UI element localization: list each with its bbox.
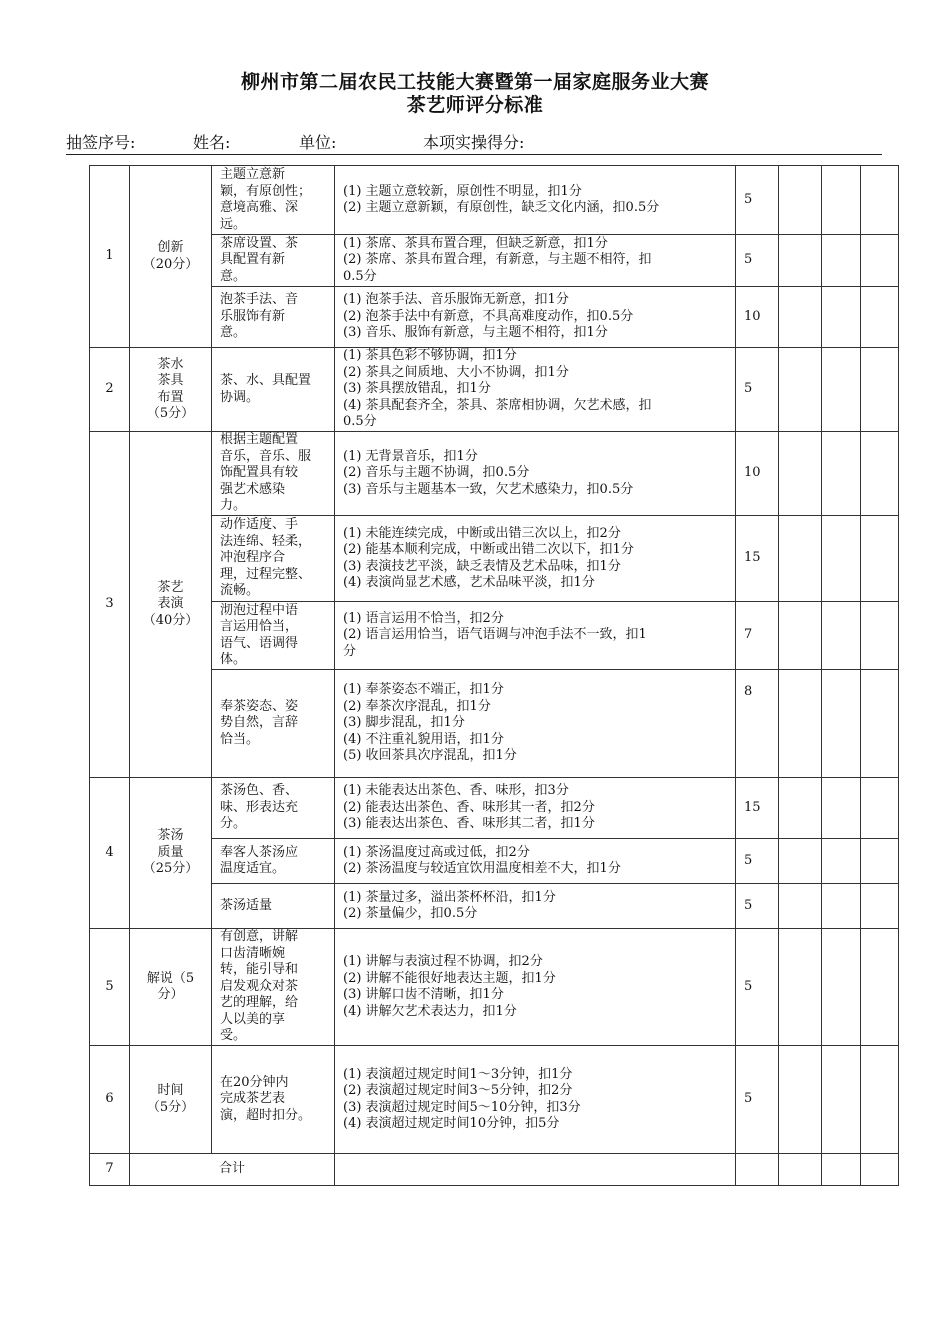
standard-line: 分。 — [220, 816, 247, 832]
deduction-line: (1) 未能表达出茶色、香、味形，扣3分 — [343, 783, 569, 799]
standard-line: 完成茶艺表 — [220, 1091, 286, 1107]
item-name-line: 布置 — [157, 389, 184, 405]
standard-cell — [212, 1046, 335, 1154]
deduction-line: (2) 茶席、茶具布置合理，有新意，与主题不相符，扣 — [343, 252, 652, 268]
deduction-line: (2) 泡茶手法中有新意，不具高难度动作，扣0.5分 — [343, 308, 634, 324]
deduction-line: (2) 茶汤温度与较适宜饮用温度相差不大，扣1分 — [343, 861, 621, 876]
max-score-cell: 5 — [736, 1046, 779, 1154]
standard-cell — [212, 348, 335, 432]
item-name-line: 茶汤 — [157, 828, 184, 844]
standard-line: 艺的理解，给 — [220, 995, 299, 1011]
item-number-cell: 3 — [90, 432, 130, 778]
standard-line: 恰当。 — [220, 731, 260, 747]
judge-score-cell[interactable] — [779, 235, 822, 287]
judge-score-cell[interactable] — [779, 516, 822, 602]
standard-cell — [212, 884, 335, 929]
item-name-cell — [130, 778, 212, 929]
standard-line: 沏泡过程中语 — [220, 602, 299, 618]
deduction-line: 0.5分 — [343, 268, 377, 284]
total-blank-cell[interactable] — [779, 1154, 822, 1186]
judge-score-cell[interactable] — [822, 432, 861, 516]
deduction-line: 分 — [343, 643, 357, 659]
standard-line: 味、形表达充 — [220, 799, 299, 815]
deduction-cell — [335, 839, 736, 884]
deduction-line: (4) 不注重礼貌用语，扣1分 — [343, 731, 504, 747]
judge-score-cell[interactable] — [779, 778, 822, 839]
deduction-line: 0.5分 — [343, 414, 377, 430]
judge-score-cell[interactable] — [861, 884, 899, 929]
judge-score-cell[interactable] — [861, 432, 899, 516]
judge-score-cell[interactable] — [779, 839, 822, 884]
standard-line: 主题立意新 — [220, 167, 286, 182]
deduction-line: (3) 能表达出茶色、香、味形其二者，扣1分 — [343, 816, 595, 832]
standard-line: 势自然，言辞 — [220, 715, 299, 731]
standard-cell — [212, 929, 335, 1046]
judge-score-cell[interactable] — [822, 166, 861, 235]
standard-line: 演，超时扣分。 — [220, 1107, 312, 1123]
standard-line: 言运用恰当， — [220, 619, 299, 634]
deduction-cell — [335, 778, 736, 839]
item-name-line: 茶具 — [157, 373, 184, 388]
total-blank-cell[interactable] — [822, 1154, 861, 1186]
item-number-cell: 6 — [90, 1046, 130, 1154]
standard-line: 根据主题配置 — [220, 432, 299, 448]
standard-cell — [212, 839, 335, 884]
judge-score-cell[interactable] — [779, 287, 822, 348]
judge-score-cell[interactable] — [822, 778, 861, 839]
judge-score-cell[interactable] — [861, 839, 899, 884]
judge-score-cell[interactable] — [779, 602, 822, 670]
standard-line: 启发观众对茶 — [220, 978, 299, 994]
deduction-line: (1) 奉茶姿态不端正，扣1分 — [343, 682, 504, 698]
item-name-line: 表演 — [157, 596, 184, 612]
deduction-line: (2) 主题立意新颖，有原创性，缺乏文化内涵，扣0.5分 — [343, 200, 660, 215]
max-score-cell: 10 — [736, 287, 779, 348]
draw-number-label: 抽签序号: — [66, 133, 136, 152]
table-row — [90, 432, 899, 516]
standard-line: 茶汤色、香、 — [220, 783, 299, 799]
standard-line: 茶席设置、茶 — [220, 235, 299, 251]
max-score-cell: 5 — [736, 166, 779, 235]
deduction-cell — [335, 287, 736, 348]
standard-line: 乐服饰有新 — [220, 308, 286, 324]
standard-line: 具配置有新 — [220, 252, 286, 268]
judge-score-cell[interactable] — [861, 1046, 899, 1154]
judge-score-cell[interactable] — [861, 235, 899, 287]
standard-cell — [212, 778, 335, 839]
total-row — [90, 1154, 899, 1186]
judge-score-cell[interactable] — [861, 929, 899, 1046]
item-name-line: （40分） — [142, 612, 199, 628]
deduction-line: (3) 表演超过规定时间5～10分钟，扣3分 — [343, 1099, 581, 1115]
standard-line: 法连绵、轻柔， — [220, 533, 312, 549]
deduction-line: (4) 表演超过规定时间10分钟，扣5分 — [343, 1116, 560, 1131]
deduction-line: (2) 茶具之间质地、大小不协调，扣1分 — [343, 364, 569, 380]
standard-line: 音乐，音乐、服 — [220, 448, 312, 464]
item-name-cell — [130, 929, 212, 1046]
item-name-line: 解说（5 — [146, 970, 195, 986]
judge-score-cell[interactable] — [861, 516, 899, 602]
judge-score-cell[interactable] — [861, 602, 899, 670]
deduction-line: (5) 收回茶具次序混乱，扣1分 — [343, 748, 517, 764]
standard-cell — [212, 432, 335, 516]
standard-line: 人以美的享 — [220, 1011, 286, 1027]
deduction-cell — [335, 929, 736, 1046]
name-label: 姓名: — [193, 133, 231, 152]
item-name-cell — [130, 1046, 212, 1154]
contestant-info-line — [66, 130, 882, 155]
standard-line: 意境高雅、深 — [220, 200, 299, 215]
judge-score-cell[interactable] — [779, 166, 822, 235]
deduction-cell — [335, 670, 736, 778]
item-name-line: （20分） — [142, 256, 199, 272]
max-score-cell: 8 — [736, 670, 779, 778]
standard-cell — [212, 516, 335, 602]
standard-line: 受。 — [220, 1028, 247, 1044]
max-score-cell: 15 — [736, 516, 779, 602]
item-name-cell — [130, 432, 212, 778]
total-label-cell: 合计 — [130, 1154, 335, 1186]
item-number-cell: 2 — [90, 348, 130, 432]
table-row — [90, 166, 899, 235]
deduction-line: (3) 音乐、服饰有新意，与主题不相符，扣1分 — [343, 325, 608, 341]
judge-score-cell[interactable] — [822, 516, 861, 602]
deduction-line: (2) 奉茶次序混乱，扣1分 — [343, 698, 491, 714]
item-name-cell — [130, 348, 212, 432]
item-name-line: 茶水 — [157, 356, 184, 372]
total-blank-cell[interactable] — [335, 1154, 736, 1186]
standard-cell — [212, 287, 335, 348]
judge-score-cell[interactable] — [779, 670, 822, 778]
deduction-cell — [335, 516, 736, 602]
judge-score-cell[interactable] — [861, 778, 899, 839]
deduction-line: (1) 茶汤温度过高或过低，扣2分 — [343, 844, 530, 860]
item-number-cell: 1 — [90, 166, 130, 348]
standard-line: 奉客人茶汤应 — [220, 844, 299, 860]
standard-cell — [212, 235, 335, 287]
max-score-cell: 15 — [736, 778, 779, 839]
item-name-cell — [130, 166, 212, 348]
table-row — [90, 602, 899, 670]
table-row — [90, 1046, 899, 1154]
deduction-line: (1) 无背景音乐，扣1分 — [343, 448, 478, 464]
deduction-cell — [335, 235, 736, 287]
table-row — [90, 348, 899, 432]
standard-line: 口齿清晰婉 — [220, 945, 286, 961]
deduction-line: (3) 讲解口齿不清晰，扣1分 — [343, 987, 504, 1002]
document-subtitle: 茶艺师评分标准 — [406, 94, 544, 116]
judge-score-cell[interactable] — [822, 929, 861, 1046]
deduction-line: (3) 茶具摆放错乱，扣1分 — [343, 381, 491, 397]
standard-line: 协调。 — [220, 389, 260, 405]
deduction-line: (1) 表演超过规定时间1～3分钟，扣1分 — [343, 1066, 573, 1082]
standard-cell — [212, 166, 335, 235]
scoring-table — [89, 165, 899, 1186]
judge-score-cell[interactable] — [779, 432, 822, 516]
unit-label: 单位: — [299, 133, 337, 152]
judge-score-cell[interactable] — [779, 348, 822, 432]
item-name-line: （5分） — [146, 1099, 195, 1115]
item-name-line: （25分） — [142, 861, 199, 877]
standard-line: 温度适宜。 — [220, 861, 286, 876]
deduction-line: (4) 讲解欠艺术表达力，扣1分 — [343, 1003, 517, 1019]
max-score-cell: 5 — [736, 348, 779, 432]
standard-line: 茶汤适量 — [220, 897, 273, 913]
item-name-line: 创新 — [157, 240, 184, 255]
deduction-cell — [335, 884, 736, 929]
judge-score-cell[interactable] — [822, 839, 861, 884]
judge-score-cell[interactable] — [822, 670, 861, 778]
deduction-line: (2) 音乐与主题不协调，扣0.5分 — [343, 465, 530, 481]
total-number-cell: 7 — [90, 1154, 130, 1186]
deduction-line: (1) 茶席、茶具布置合理，但缺乏新意，扣1分 — [343, 235, 608, 251]
judge-score-cell[interactable] — [861, 166, 899, 235]
score-label: 本项实操得分: — [423, 133, 525, 152]
table-row — [90, 516, 899, 602]
table-row — [90, 670, 899, 778]
table-row — [90, 929, 899, 1046]
deduction-line: (4) 茶具配套齐全，茶具、茶席相协调，欠艺术感，扣 — [343, 397, 652, 413]
deduction-line: (1) 茶量过多，溢出茶杯杯沿，扣1分 — [343, 889, 556, 905]
judge-score-cell[interactable] — [861, 348, 899, 432]
max-score-cell: 10 — [736, 432, 779, 516]
item-number-cell: 4 — [90, 778, 130, 929]
standard-line: 颖，有原创性； — [220, 183, 312, 199]
standard-line: 理，过程完整、 — [220, 566, 312, 582]
total-blank-cell[interactable] — [736, 1154, 779, 1186]
deduction-line: (1) 未能连续完成，中断或出错三次以上，扣2分 — [343, 525, 621, 541]
deduction-line: (2) 语言运用恰当，语气语调与冲泡手法不一致，扣1 — [343, 627, 647, 643]
standard-line: 动作适度、手 — [220, 517, 299, 533]
standard-line: 体。 — [220, 652, 247, 667]
table-row — [90, 839, 899, 884]
item-name-line: 时间 — [157, 1083, 184, 1098]
deduction-cell — [335, 166, 736, 235]
table-row — [90, 287, 899, 348]
deduction-line: (4) 表演尚显艺术感，艺术品味平淡，扣1分 — [343, 575, 595, 590]
standard-line: 强艺术感染 — [220, 481, 286, 497]
judge-score-cell[interactable] — [822, 235, 861, 287]
deduction-cell — [335, 602, 736, 670]
standard-cell — [212, 670, 335, 778]
judge-score-cell[interactable] — [822, 602, 861, 670]
deduction-line: (1) 泡茶手法、音乐服饰无新意，扣1分 — [343, 292, 569, 308]
deduction-cell — [335, 1046, 736, 1154]
table-row — [90, 884, 899, 929]
standard-line: 奉茶姿态、姿 — [220, 698, 299, 714]
standard-line: 转，能引导和 — [220, 962, 299, 978]
judge-score-cell[interactable] — [779, 884, 822, 929]
document-title: 柳州市第二届农民工技能大赛暨第一届家庭服务业大赛 — [240, 71, 709, 93]
judge-score-cell[interactable] — [779, 929, 822, 1046]
standard-line: 有创意，讲解 — [220, 929, 299, 945]
standard-line: 冲泡程序合 — [220, 550, 286, 566]
judge-score-cell[interactable] — [822, 348, 861, 432]
max-score-cell: 7 — [736, 602, 779, 670]
judge-score-cell[interactable] — [861, 670, 899, 778]
standard-line: 在20分钟内 — [220, 1074, 289, 1090]
deduction-line: (2) 能表达出茶色、香、味形其一者，扣2分 — [343, 799, 595, 815]
deduction-cell — [335, 348, 736, 432]
deduction-line: (2) 讲解不能很好地表达主题，扣1分 — [343, 970, 556, 986]
table-row — [90, 778, 899, 839]
standard-cell — [212, 602, 335, 670]
judge-score-cell[interactable] — [822, 1046, 861, 1154]
deduction-line: (1) 主题立意较新，原创性不明显，扣1分 — [343, 183, 582, 199]
judge-score-cell[interactable] — [822, 884, 861, 929]
item-name-line: （5分） — [146, 406, 195, 421]
judge-score-cell[interactable] — [779, 1046, 822, 1154]
deduction-line: (1) 茶具色彩不够协调，扣1分 — [343, 348, 517, 364]
deduction-line: (1) 讲解与表演过程不协调，扣2分 — [343, 954, 543, 969]
deduction-line: (3) 表演技艺平淡，缺乏表情及艺术品味，扣1分 — [343, 558, 621, 574]
item-number-cell: 5 — [90, 929, 130, 1046]
standard-line: 流畅。 — [220, 583, 260, 599]
total-blank-cell[interactable] — [861, 1154, 899, 1186]
item-name-line: 质量 — [157, 844, 184, 860]
standard-line: 饰配置具有较 — [220, 465, 299, 481]
table-row — [90, 235, 899, 287]
deduction-line: (2) 表演超过规定时间3～5分钟，扣2分 — [343, 1083, 573, 1098]
standard-line: 意。 — [220, 268, 247, 284]
judge-score-cell[interactable] — [822, 287, 861, 348]
deduction-line: (2) 能基本顺利完成，中断或出错二次以下，扣1分 — [343, 542, 634, 557]
max-score-cell: 5 — [736, 839, 779, 884]
standard-line: 远。 — [220, 216, 247, 232]
item-name-line: 茶艺 — [157, 579, 184, 595]
standard-line: 茶、水、具配置 — [220, 373, 312, 388]
standard-line: 泡茶手法、音 — [220, 292, 299, 308]
max-score-cell: 5 — [736, 929, 779, 1046]
deduction-line: (3) 音乐与主题基本一致，欠艺术感染力，扣0.5分 — [343, 481, 634, 497]
judge-score-cell[interactable] — [861, 287, 899, 348]
deduction-line: (1) 语言运用不恰当，扣2分 — [343, 610, 504, 626]
item-name-line: 分） — [157, 987, 184, 1002]
deduction-cell — [335, 432, 736, 516]
max-score-cell: 5 — [736, 235, 779, 287]
deduction-line: (2) 茶量偏少，扣0.5分 — [343, 906, 478, 921]
deduction-line: (3) 脚步混乱，扣1分 — [343, 715, 465, 731]
standard-line: 意。 — [220, 325, 247, 341]
standard-line: 力。 — [220, 498, 247, 514]
standard-line: 语气、语调得 — [220, 635, 299, 651]
max-score-cell: 5 — [736, 884, 779, 929]
